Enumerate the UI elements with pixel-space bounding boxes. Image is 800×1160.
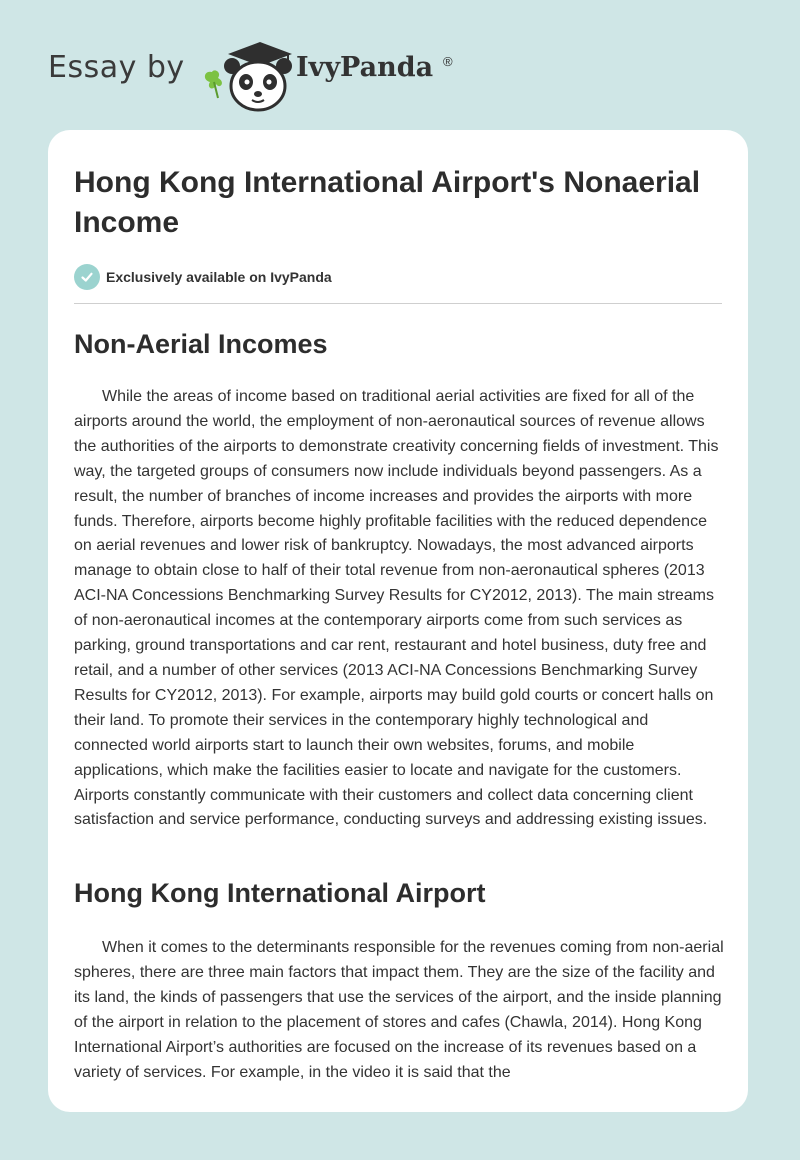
section-paragraph: When it comes to the determinants responsible for the revenues coming from non-aerial spheres, there are three main factors that impact them. They are the size of the facility and its land, the kinds of passengers that use the services of the airport, and the inside planning of the airport in relation to the placement of stores and cafes (Chawla, 2014). Hong Kong International Airport’s authorities are focused on the increase of its revenues based on a variety of services. For example, in the video it is said that the bbox=[74, 939, 724, 1081]
essay-card bbox=[48, 130, 748, 1112]
exclusive-badge bbox=[74, 264, 332, 290]
section-heading: Non-Aerial Incomes bbox=[74, 329, 328, 359]
ivypanda-logo-icon[interactable] bbox=[198, 36, 294, 112]
divider bbox=[74, 303, 722, 304]
essay-title: Hong Kong International Airport's Nonaerial Income bbox=[74, 166, 701, 239]
section-paragraph: While the areas of income based on traditional aerial activities are fixed for all of the airports around the world, the employment of non-aeronautical sources of revenue allows the authorities of the airports to demonstrate creativity concerning fields of investment. This way, the targeted groups of consumers now include individuals beyond passengers. As a result, the number of branches of income increases and provides the airports with more funds. Therefore, airports become highly profitable facilities with the reduced dependence on aerial revenues and lower risk of bankruptcy. Nowadays, the most advanced airports manage to obtain close to half of their total revenue from non-aeronautical spheres (2013 ACI-NA Concessions Benchmarking Survey Results for CY2012, 2013). The main streams of non-aeronautical incomes at the contemporary airports come from such services as parking, ground transportations and car rent, restaurant and hotel business, duty free and retail, and a number of other services (2013 ACI-NA Concessions Benchmarking Survey Results for CY2012, 2013). For example, airports may build gold courts or concert halls on their land. To promote their services in the contemporary highly technological and connected world airports start to launch their own websites, forums, and mobile applications, which make the facilities easier to locate and navigate for the customers. Airports constantly communicate with their customers and collect data concerning client satisfaction and service performance, conducting surveys and addressing existing issues. bbox=[74, 388, 719, 829]
essay-by-label: Essay by bbox=[48, 50, 185, 85]
ivypanda-wordmark[interactable]: IvyPanda bbox=[296, 52, 434, 83]
registered-mark: ® bbox=[443, 54, 453, 69]
checkmark-icon bbox=[74, 264, 100, 290]
section-heading: Hong Kong International Airport bbox=[74, 878, 486, 908]
site-header bbox=[0, 0, 800, 130]
exclusive-label: Exclusively available on IvyPanda bbox=[106, 269, 332, 285]
